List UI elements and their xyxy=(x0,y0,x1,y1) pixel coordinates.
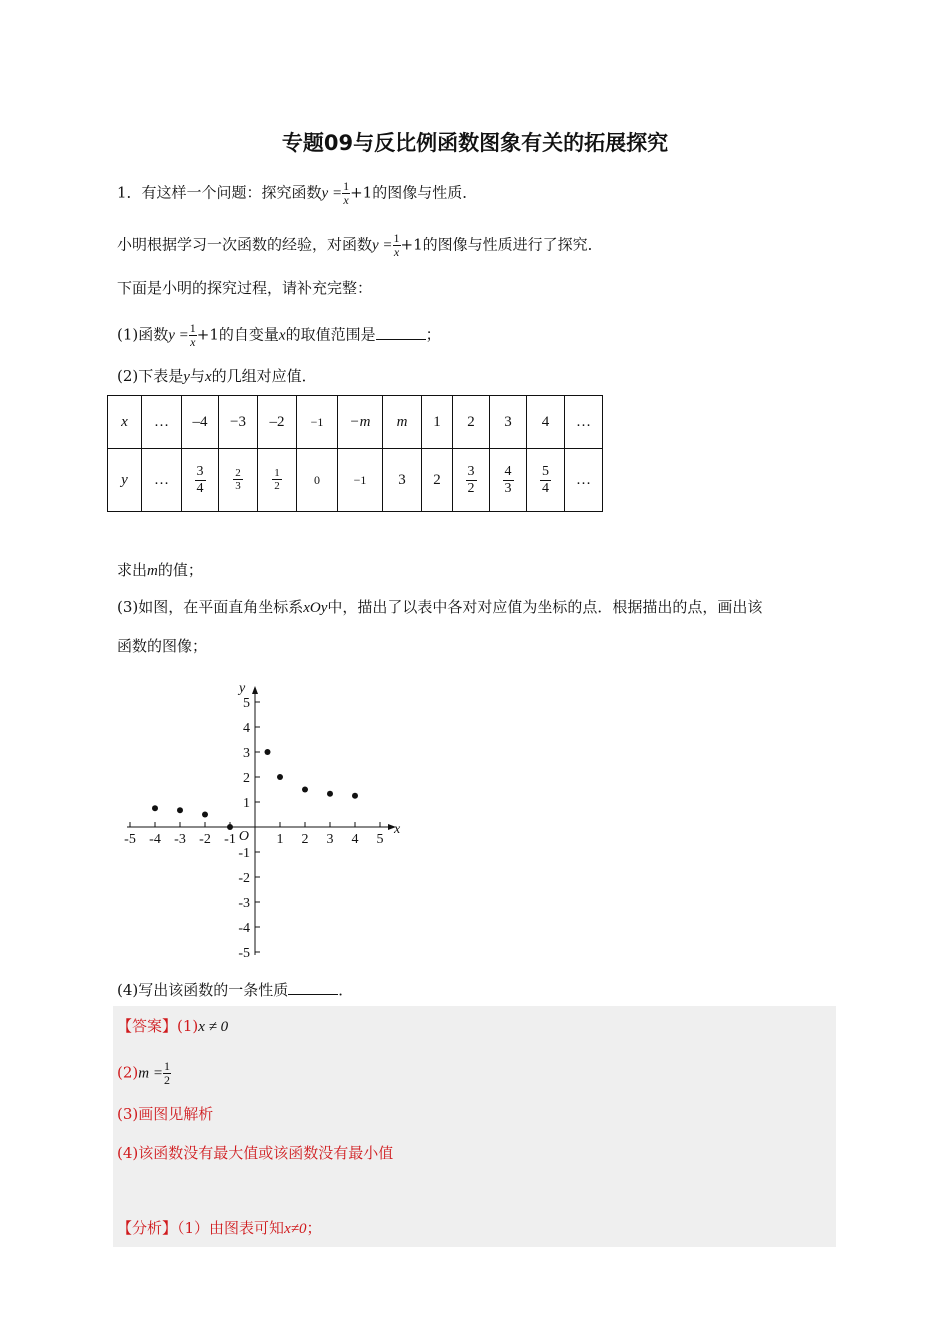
table-fraction: $\frac{1}{2}$ xyxy=(274,466,280,492)
fraction-1-over-x: $\frac{1}{x}$ xyxy=(189,321,196,349)
table-cell-y xyxy=(219,449,258,512)
find-m: 求出m的值； xyxy=(117,561,203,579)
data-point xyxy=(352,793,358,799)
table-cell-x: … xyxy=(565,396,603,449)
plus-one: +1 xyxy=(350,183,373,202)
y-axis-label: y xyxy=(239,681,246,696)
data-point xyxy=(327,791,333,797)
x-tick-label: 1 xyxy=(276,832,284,847)
table-cell-y xyxy=(490,449,527,512)
y-tick-label: -5 xyxy=(238,946,250,961)
table-cell-x: 4 xyxy=(527,396,565,449)
x-axis-label: x xyxy=(394,822,401,837)
x-tick-label: -5 xyxy=(124,832,136,847)
table-cell-x: –4 xyxy=(182,396,219,449)
table-cell-y xyxy=(453,449,490,512)
table-cell-x: −m xyxy=(338,396,383,449)
y-tick-label: -3 xyxy=(238,896,250,911)
answer-1: 【答案】(1)x ≠ 0 xyxy=(117,1017,229,1035)
x-tick-label: -2 xyxy=(199,832,211,847)
table-cell-x: 3 xyxy=(490,396,527,449)
part-3-line-1: (3)如图，在平面直角坐标系xOy中，描出了以表中各对对应值为坐标的点．根据描出的点，画出该 xyxy=(117,598,763,616)
table-cell-y xyxy=(258,449,297,512)
fraction-1-over-x: $\frac{1}{x}$ xyxy=(393,231,400,259)
answer-blank[interactable] xyxy=(376,325,426,340)
part-2: (2)下表是y与x的几组对应值． xyxy=(117,367,317,385)
y-tick-label: 1 xyxy=(243,796,250,811)
coordinate-plane xyxy=(110,665,410,965)
data-point xyxy=(277,774,283,780)
table-cell-x: 2 xyxy=(453,396,490,449)
x-tick-label: 5 xyxy=(376,832,384,847)
answer-4: (4)该函数没有最大值或该函数没有最小值 xyxy=(117,1144,394,1162)
table-cell-x: … xyxy=(142,396,182,449)
data-point xyxy=(265,749,271,755)
table-fraction: $\frac{4}{3}$ xyxy=(504,463,512,496)
fraction-1-over-2: $\frac{1}{2}$ xyxy=(163,1059,170,1087)
analysis: 【分析】（1）由图表可知x≠0； xyxy=(117,1219,322,1237)
table-cell-x: –2 xyxy=(258,396,297,449)
table-fraction: $\frac{2}{3}$ xyxy=(235,466,241,492)
table-cell-x: 1 xyxy=(422,396,453,449)
table-cell-y xyxy=(527,449,565,512)
answer-3: (3)画图见解析 xyxy=(117,1105,214,1123)
x-tick-label: -4 xyxy=(149,832,161,847)
table-row-x xyxy=(108,396,603,449)
y-tick-label: 5 xyxy=(243,696,250,711)
table-fraction: $\frac{5}{4}$ xyxy=(542,463,549,496)
table-cell-y: … xyxy=(565,449,603,512)
y-tick-label: -4 xyxy=(238,921,250,936)
table-cell-y xyxy=(182,449,219,512)
answer-box xyxy=(113,1006,836,1247)
page-title: 专题09与反比例函数图象有关的拓展探究 xyxy=(281,131,669,155)
fraction-1-over-x: $\frac{1}{x}$ xyxy=(343,179,350,207)
table-cell-x: −3 xyxy=(219,396,258,449)
answer-2: (2)m = $\frac{1}{2}$ xyxy=(117,1059,170,1087)
table-cell-y: 2 xyxy=(422,449,453,512)
part-4: (4)写出该函数的一条性质 ． xyxy=(117,981,354,999)
x-tick-label: -3 xyxy=(174,832,186,847)
table-cell-y: 3 xyxy=(383,449,422,512)
y-tick-label: 4 xyxy=(243,721,250,736)
table-row-y xyxy=(108,449,603,512)
table-cell-y: … xyxy=(142,449,182,512)
table-cell-x: m xyxy=(383,396,422,449)
value-table xyxy=(107,395,603,512)
question-intro: 1．有这样一个问题：探究函数y = $\frac{1}{x}$ +1的图像与性质． xyxy=(117,179,478,207)
data-point xyxy=(177,807,183,813)
x-tick-label: 4 xyxy=(351,832,359,847)
data-point xyxy=(302,787,308,793)
analysis-tag: 【分析】 xyxy=(117,1219,178,1237)
table-cell-y-label: y xyxy=(108,449,142,512)
question-line-3: 下面是小明的探究过程，请补充完整： xyxy=(117,279,373,297)
part-3-line-2: 函数的图像； xyxy=(117,637,208,655)
part-1: (1)函数y = $\frac{1}{x}$ +1的自变量x的取值范围是 ； xyxy=(117,321,441,349)
y-axis-arrow xyxy=(252,686,258,694)
x-tick-label: -1 xyxy=(224,832,236,847)
x-tick-label: 2 xyxy=(301,832,309,847)
table-fraction: $\frac{3}{4}$ xyxy=(196,463,204,496)
x-tick-label: 3 xyxy=(326,832,334,847)
question-line-2: 小明根据学习一次函数的经验，对函数y = $\frac{1}{x}$ +1的图像与性质进行了探究． xyxy=(117,231,603,259)
table-fraction: $\frac{3}{2}$ xyxy=(467,463,475,496)
data-point xyxy=(152,805,158,811)
intro-text: 1．有这样一个问题：探究函数 xyxy=(117,183,322,202)
data-point xyxy=(227,824,233,830)
answer-tag: 【答案】 xyxy=(117,1017,178,1035)
table-cell-y: −1 xyxy=(338,449,383,512)
origin-label: O xyxy=(238,829,249,844)
y-tick-label: 3 xyxy=(243,746,250,761)
y-tick-label: 2 xyxy=(243,771,250,786)
table-cell-x: x xyxy=(108,396,142,449)
y-tick-label: -1 xyxy=(238,846,250,861)
table-cell-y: 0 xyxy=(297,449,338,512)
y-eq: y = xyxy=(321,185,343,202)
table-cell-x: −1 xyxy=(297,396,338,449)
answer-blank[interactable] xyxy=(288,980,338,995)
data-point xyxy=(202,812,208,818)
y-tick-label: -2 xyxy=(238,871,250,886)
